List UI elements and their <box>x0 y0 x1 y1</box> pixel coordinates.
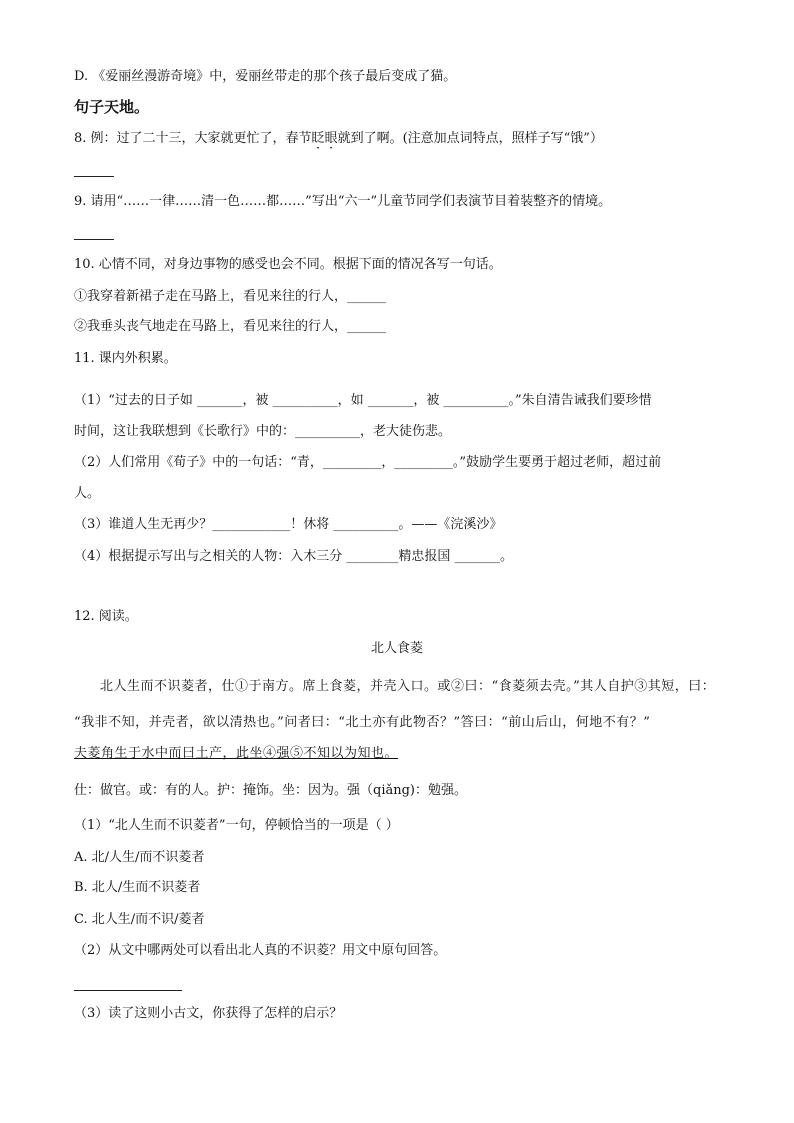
q10-item-1: ①我穿着新裙子走在马路上，看见来往的行人，______ <box>74 289 387 304</box>
q11-stem: 11. 课内外积累。 <box>74 351 177 366</box>
q11-part2-line2: 人。 <box>74 486 101 501</box>
q12-option-c: C. 北人生/而不识/菱者 <box>74 912 205 927</box>
q12-sub1-stem: （1）“北人生而不识菱者”一句，停顿恰当的一项是（ ） <box>74 818 399 833</box>
q10-item-2: ②我垂头丧气地走在马路上，看见来往的行人，______ <box>74 319 387 334</box>
passage-line-2: “我非不知，并壳者，欲以清热也。”问者曰：“北土亦有此物否？”答曰：“前山后山，何地不有？” <box>74 715 651 730</box>
q10-stem: 10. 心情不同，对身边事物的感受也会不同。根据下面的情况各写一句话。 <box>74 257 502 272</box>
q11-part2-line1: （2）人们常用《荀子》中的一句话：“青，_________，_________。”鼓励学生要勇于超过老师，超过前 <box>74 455 662 470</box>
q8-before: 8. 例：过了二十三，大家就更忙了，春节 <box>74 131 312 146</box>
q11-part1-line2: 时间，这让我联想到《长歌行》中的：__________，老大徒伤悲。 <box>74 424 452 439</box>
passage-line-3: 夫菱角生于水中而曰土产，此坐④强⑤不知以为知也。 <box>74 746 399 761</box>
q8-after: 就到了啊。(注意加点词特点，照样子写“饿”） <box>337 131 603 146</box>
q12-option-b: B. 北人/生而不识菱者 <box>74 880 201 895</box>
q12-stem: 12. 阅读。 <box>74 609 138 624</box>
passage-notes: 仕：做官。或：有的人。护：掩饰。坐：因为。强（qiǎng)：勉强。 <box>74 783 467 798</box>
q8-dotted-char-2: 眼 <box>324 131 338 146</box>
q8-dotted-char-1: 眨 <box>311 131 325 146</box>
q11-part3: （3）谁道人生无再少？____________！休将 __________。——《浣溪沙》 <box>74 517 503 532</box>
passage-title: 北人食菱 <box>370 641 423 656</box>
q9-text: 9. 请用“……一律……清一色……都……”写出“六一”儿童节同学们表演节目着装整齐的情境。 <box>74 194 612 209</box>
q7-option-d: D. 《爱丽丝漫游奇境》中，爱丽丝带走的那个孩子最后变成了猫。 <box>74 69 457 84</box>
q12-option-a: A. 北/人生/而不识菱者 <box>74 850 205 865</box>
q8-text <box>74 130 603 148</box>
q12-sub3: （3）读了这则小古文，你获得了怎样的启示？ <box>74 1006 343 1021</box>
passage-line-1: 北人生而不识菱者，仕①于南方。席上食菱，并壳入口。或②曰：“食菱须去壳。”其人自护③其短，曰： <box>100 679 716 694</box>
q11-part4: （4）根据提示写出与之相关的人物：入木三分 ________精忠报国 _______。 <box>74 549 514 564</box>
q12-sub2: （2）从文中哪两处可以看出北人真的不识菱？用文中原句回答。 <box>74 943 447 958</box>
q11-part1-line1: （1）“过去的日子如 _______，被 __________，如 _______，被 __________。”朱自清告诫我们要珍惜 <box>74 393 652 408</box>
q8-answer-line[interactable] <box>74 176 114 177</box>
q12-sub2-answer-line[interactable] <box>74 990 182 991</box>
section-heading: 句子天地。 <box>74 98 150 116</box>
q9-answer-line[interactable] <box>74 239 114 240</box>
